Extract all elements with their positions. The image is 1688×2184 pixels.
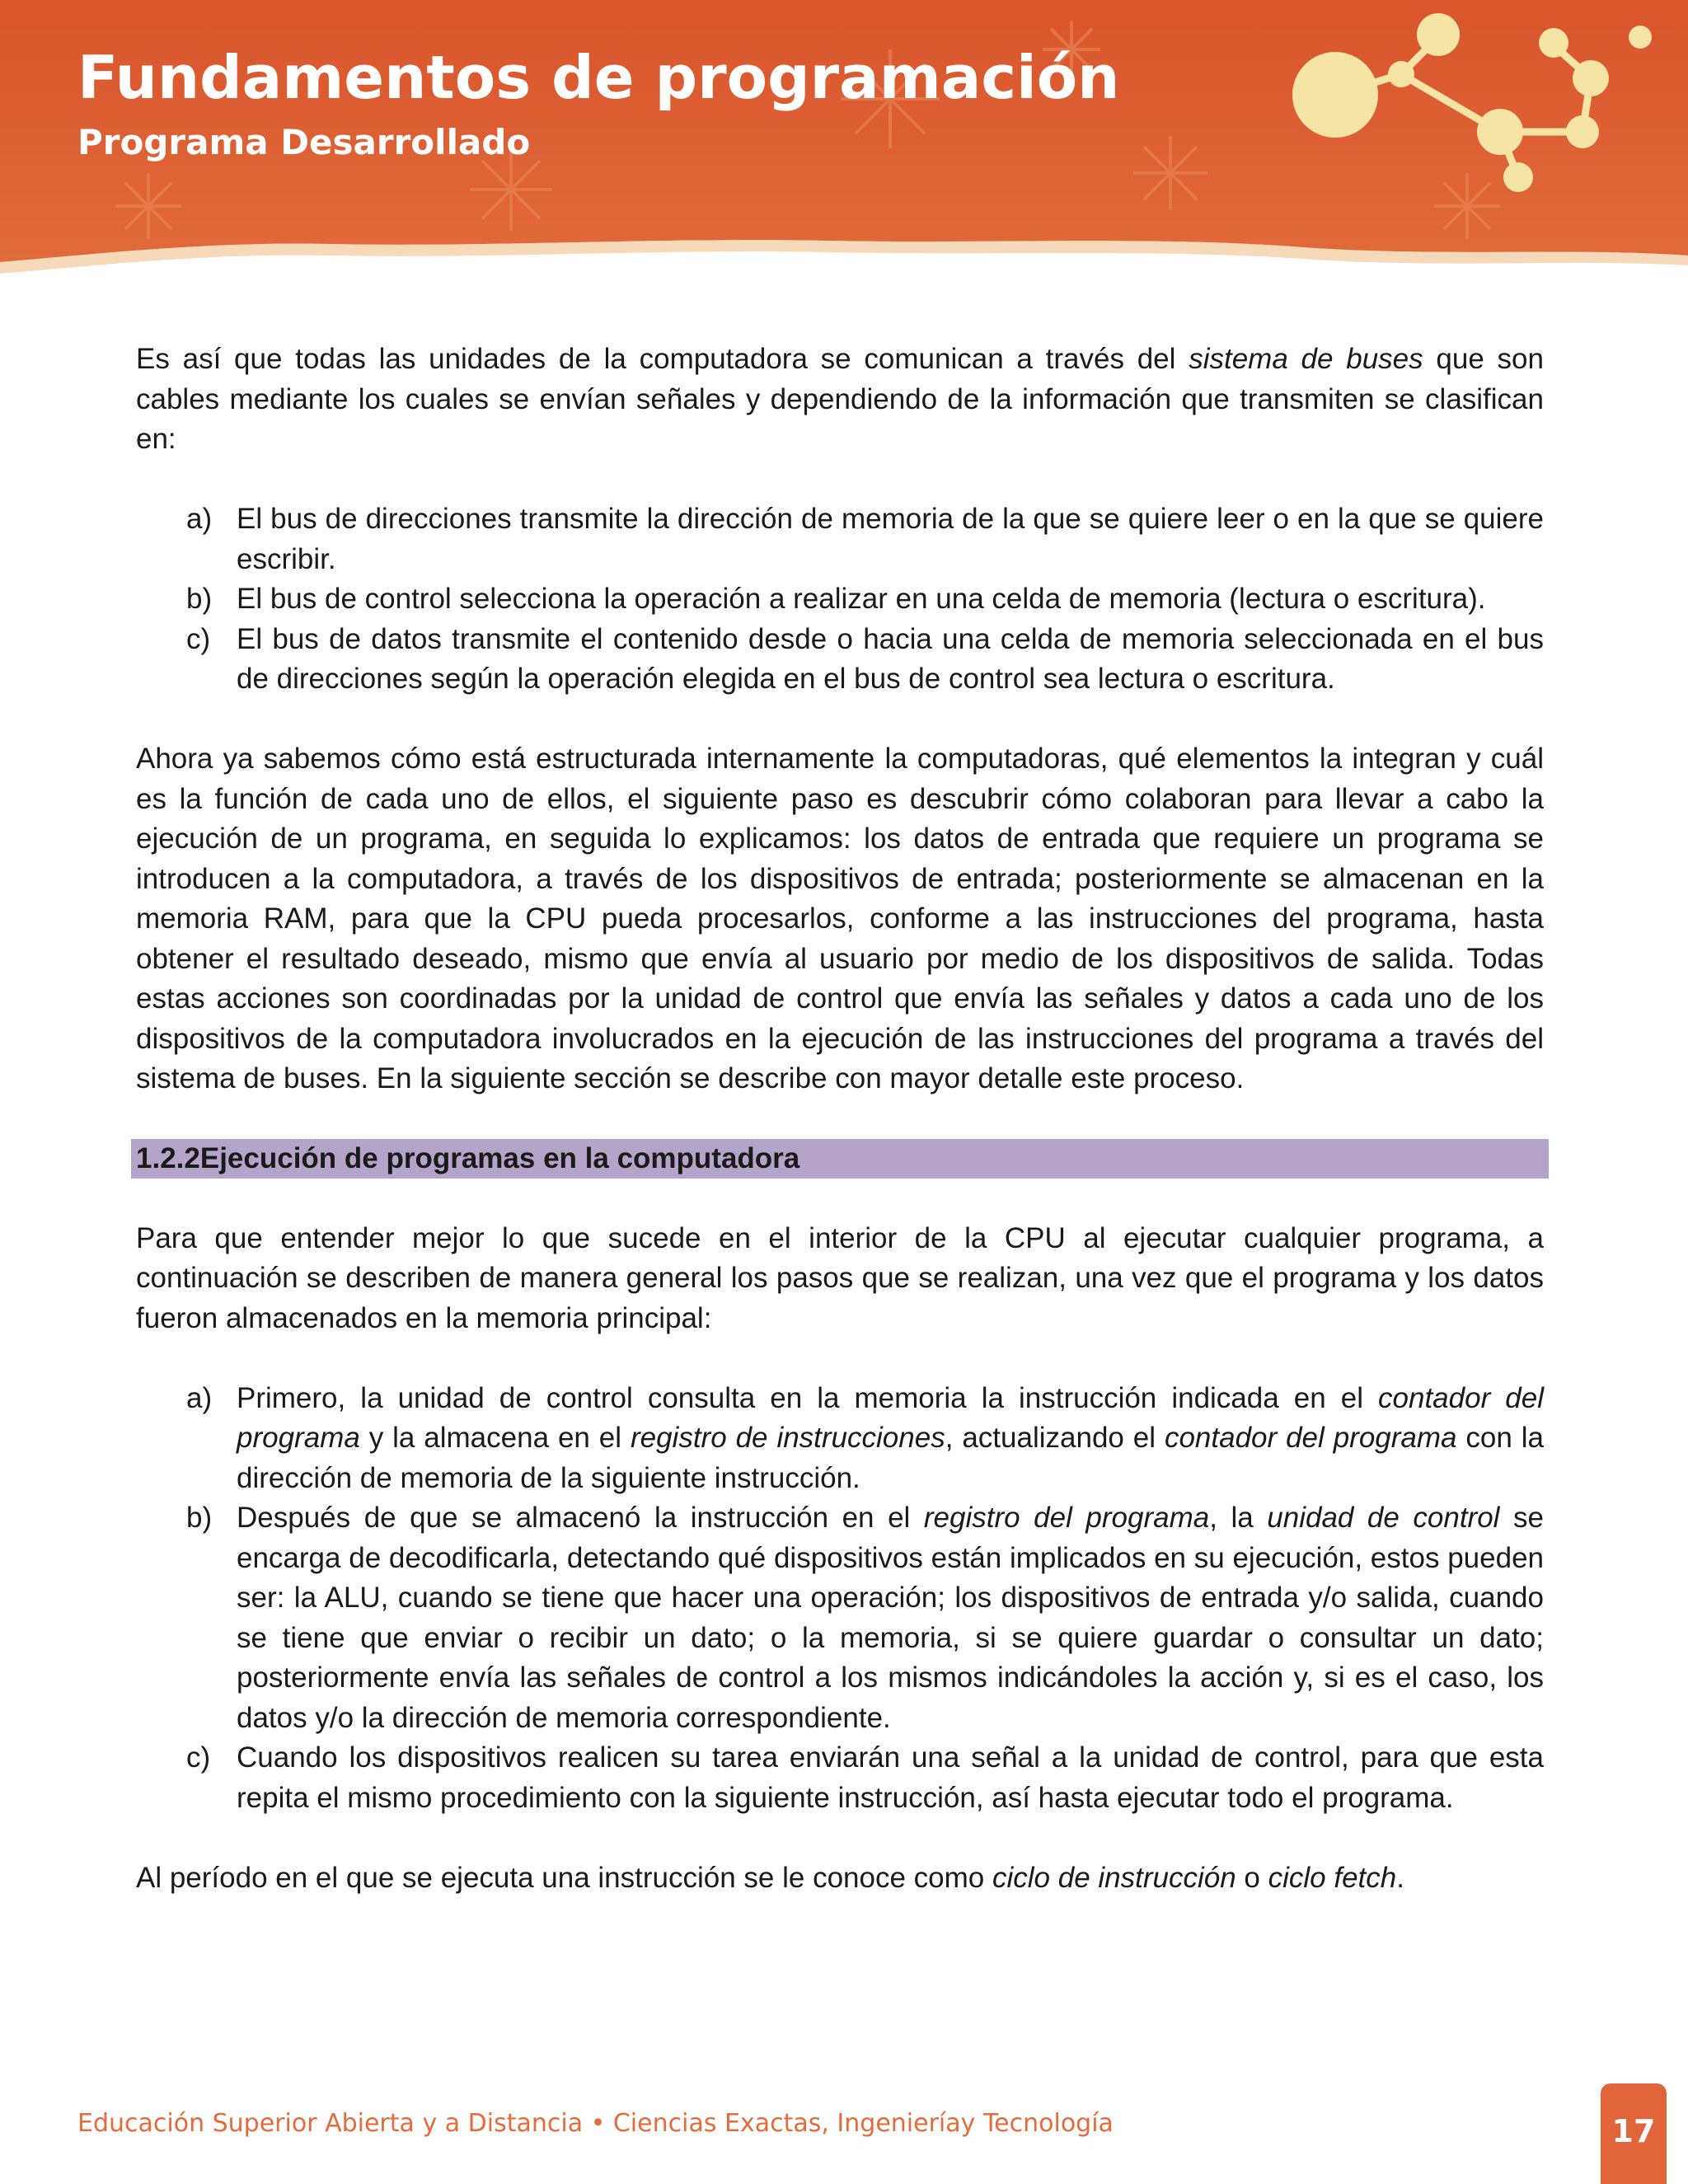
page-content bbox=[136, 340, 1544, 1898]
intro-paragraph: Es así que todas las unidades de la computadora se comunican a través del sistema de buses que son cables mediante los cuales se envían señales y dependiendo de la información que transmiten se clasifican en: bbox=[136, 343, 1544, 455]
document-subtitle: Programa Desarrollado bbox=[77, 122, 531, 162]
term-sistema-de-buses: sistema de buses bbox=[1189, 343, 1423, 375]
list-item: a) Primero, la unidad de control consulta en la memoria la instrucción indicada en el contador del programa y la almacena en el registro de instrucciones, actualizando el contador del programa con la dirección de memoria de la siguiente instrucción. bbox=[136, 1379, 1544, 1499]
list-marker: c) bbox=[186, 1741, 211, 1774]
list-item: c) Cuando los dispositivos realicen su tarea enviarán una señal a la unidad de control, para que esta repita el mismo procedimiento con la siguiente instrucción, así hasta ejecutar todo el programa. bbox=[136, 1738, 1544, 1818]
bus-types-list bbox=[136, 499, 1544, 700]
list-item: a) El bus de direcciones transmite la dirección de memoria de la que se quiere leer o en la que se quiere escribir. bbox=[136, 499, 1544, 579]
page-header-banner bbox=[0, 0, 1688, 280]
term-ciclo-de-instruccion: ciclo de instrucción bbox=[992, 1861, 1236, 1894]
list-marker: b) bbox=[186, 1502, 213, 1534]
list-marker: b) bbox=[186, 583, 213, 615]
page-number: 17 bbox=[1611, 2113, 1656, 2149]
list-marker: a) bbox=[186, 1381, 213, 1414]
page-number-tab bbox=[1601, 2083, 1667, 2184]
term-ciclo-fetch: ciclo fetch bbox=[1268, 1861, 1397, 1894]
execution-steps-list bbox=[136, 1379, 1544, 1819]
list-item: b) El bus de control selecciona la operación a realizar en una celda de memoria (lectura o escritura). bbox=[136, 579, 1544, 620]
document-title: Fundamentos de programación bbox=[77, 43, 1120, 112]
list-item: c) El bus de datos transmite el contenido desde o hacia una celda de memoria seleccionada en el bus de direcciones según la operación elegida en el bus de control sea lectura o escritura. bbox=[136, 620, 1544, 700]
list-marker: a) bbox=[186, 503, 213, 535]
list-item: b) Después de que se almacenó la instrucción en el registro del programa, la unidad de control se encarga de decodificarla, detectando qué dispositivos están implicados en su ejecución, estos pueden ser: la ALU, cuando se tiene que hacer una operación; los dispositivos de entrada y/o salida, cuando se tiene que enviar o recibir un dato; o la memoria, si se quiere guardar o consultar un dato; posteriormente envía las señales de control a los mismos indicándoles la acción y, si es el caso, los datos y/o la dirección de memoria correspondiente. bbox=[136, 1498, 1544, 1738]
footer-text: Educación Superior Abierta y a Distancia • Ciencias Exactas, Ingenieríay Tecnología bbox=[77, 2109, 1114, 2138]
section-heading: 1.2.2Ejecución de programas en la computadora bbox=[131, 1139, 1549, 1179]
closing-paragraph: Al período en el que se ejecuta una instrucción se le conoce como ciclo de instrucción o ciclo fetch. bbox=[136, 1861, 1404, 1894]
body-paragraph: Ahora ya sabemos cómo está estructurada internamente la computadoras, qué elementos la integran y cuál es la función de cada uno de ellos, el siguiente paso es descubrir cómo colaboran para llevar a cabo la ejecución de un programa, en seguida lo explicamos: los datos de entrada que requiere un programa se introducen a la computadora, a través de los dispositivos de entrada; posteriormente se almacenan en la memoria RAM, para que la CPU pueda procesarlos, conforme a las instrucciones del programa, hasta obtener el resultado deseado, mismo que envía al usuario por medio de los dispositivos de salida. Todas estas acciones son coordinadas por la unidad de control que envía las señales y datos a cada uno de los dispositivos de la computadora involucrados en la ejecución de las instrucciones del programa a través del sistema de buses. En la siguiente sección se describe con mayor detalle este proceso. bbox=[136, 743, 1544, 1094]
body-paragraph: Para que entender mejor lo que sucede en el interior de la CPU al ejecutar cualquier programa, a continuación se describen de manera general los pasos que se realizan, una vez que el programa y los datos fueron almacenados en la memoria principal: bbox=[136, 1221, 1544, 1334]
list-marker: c) bbox=[186, 622, 211, 655]
